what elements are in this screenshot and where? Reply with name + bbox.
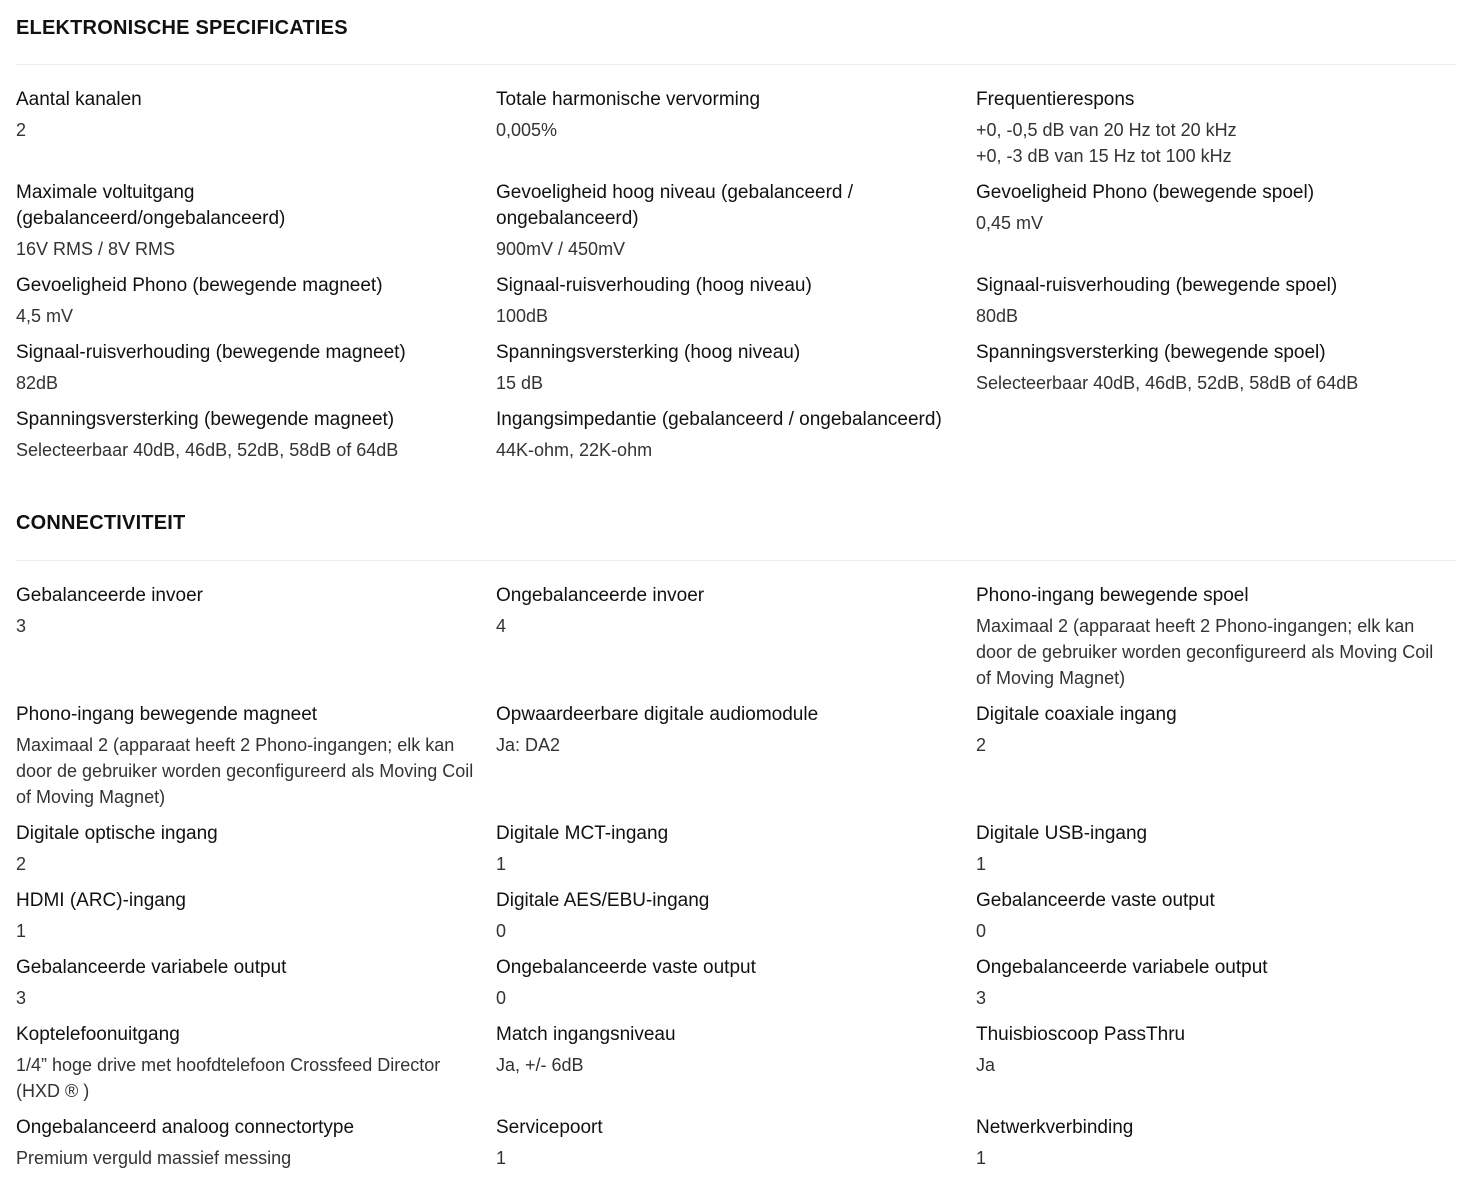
spec-value: 1/4” hoge drive met hoofdtelefoon Crossfeed Director (HXD ® ) [16, 1055, 441, 1101]
spec-value: 44K-ohm, 22K-ohm [496, 440, 653, 460]
spec-label: Servicepoort [496, 1117, 603, 1138]
spec-value: 1 [976, 1148, 987, 1168]
spec-cell [496, 340, 976, 407]
spec-label: Totale harmonische vervorming [496, 89, 761, 110]
spec-value: 0 [976, 921, 987, 941]
spec-cell-empty [976, 407, 1456, 474]
spec-label: Frequentierespons [976, 89, 1135, 110]
spec-cell [976, 180, 1456, 273]
spec-cell [976, 888, 1456, 955]
spec-cell [16, 1115, 496, 1182]
spec-label: Digitale coaxiale ingang [976, 704, 1177, 725]
spec-value: 100dB [496, 306, 549, 326]
spec-label: Digitale USB-ingang [976, 823, 1148, 844]
spec-value: 2 [16, 854, 27, 874]
spec-label: Gebalanceerde invoer [16, 585, 203, 606]
spec-value: Ja [976, 1055, 996, 1075]
electronic-section [16, 15, 1456, 41]
spec-label: Ongebalanceerde invoer [496, 585, 705, 606]
spec-cell [976, 583, 1456, 702]
spec-label: Spanningsversterking (bewegende spoel) [976, 342, 1326, 363]
spec-row [16, 955, 1456, 1022]
spec-label: Ongebalanceerde variabele output [976, 957, 1268, 978]
spec-cell [16, 583, 496, 702]
spec-label: Ingangsimpedantie (gebalanceerd / ongebalanceerd) [496, 409, 942, 430]
spec-value: Selecteerbaar 40dB, 46dB, 52dB, 58dB of 64dB [16, 440, 399, 460]
spec-value: +0, -0,5 dB van 20 Hz tot 20 kHz +0, -3 dB van 15 Hz tot 100 kHz [976, 120, 1237, 166]
spec-cell [496, 1115, 976, 1182]
spec-cell [16, 87, 496, 180]
spec-cell [976, 340, 1456, 407]
electronic-divider [16, 64, 1456, 65]
spec-cell [976, 955, 1456, 1022]
spec-cell [976, 1115, 1456, 1182]
spec-row [16, 702, 1456, 821]
spec-row [16, 180, 1456, 273]
spec-row [16, 821, 1456, 888]
spec-row [16, 87, 1456, 180]
spec-value: 3 [16, 616, 27, 636]
spec-label: Spanningsversterking (bewegende magneet) [16, 409, 395, 430]
section-title-connectivity: CONNECTIVITEIT [16, 512, 186, 534]
spec-value: Premium verguld massief messing [16, 1148, 292, 1168]
spec-value: Maximaal 2 (apparaat heeft 2 Phono-ingangen; elk kan door de gebruiker worden geconfigureerd als Moving Coil of Moving Magnet) [976, 616, 1434, 688]
spec-cell [976, 87, 1456, 180]
spec-label: Gebalanceerde variabele output [16, 957, 287, 978]
spec-label: Gebalanceerde vaste output [976, 890, 1215, 911]
spec-label: Digitale MCT-ingang [496, 823, 669, 844]
spec-value: 2 [16, 120, 27, 140]
spec-cell [16, 702, 496, 821]
spec-label: Koptelefoonuitgang [16, 1024, 180, 1045]
spec-label: Phono-ingang bewegende spoel [976, 585, 1249, 606]
spec-label: Opwaardeerbare digitale audiomodule [496, 704, 819, 725]
spec-value: 3 [16, 988, 27, 1008]
spec-cell [16, 955, 496, 1022]
spec-value: 0,005% [496, 120, 558, 140]
spec-value: 900mV / 450mV [496, 239, 626, 259]
connectivity-grid [16, 583, 1456, 1182]
spec-label: Gevoeligheid Phono (bewegende magneet) [16, 275, 383, 296]
spec-row [16, 888, 1456, 955]
electronic-grid [16, 87, 1456, 474]
spec-row [16, 340, 1456, 407]
spec-value: 3 [976, 988, 987, 1008]
spec-value: 16V RMS / 8V RMS [16, 239, 176, 259]
spec-cell [496, 702, 976, 821]
spec-cell [16, 340, 496, 407]
spec-cell [976, 702, 1456, 821]
spec-value: Ja, +/- 6dB [496, 1055, 584, 1075]
spec-value: 0,45 mV [976, 213, 1044, 233]
spec-label: Match ingangsniveau [496, 1024, 676, 1045]
spec-row [16, 1022, 1456, 1115]
spec-cell [496, 888, 976, 955]
spec-cell [496, 407, 976, 474]
spec-value: 80dB [976, 306, 1019, 326]
spec-value: 1 [16, 921, 27, 941]
spec-label: Netwerkverbinding [976, 1117, 1134, 1138]
connectivity-section [16, 510, 1456, 536]
spec-cell [976, 273, 1456, 340]
spec-cell [496, 583, 976, 702]
spec-value: 1 [496, 854, 507, 874]
spec-value: 1 [976, 854, 987, 874]
spec-row [16, 273, 1456, 340]
spec-label: Signaal-ruisverhouding (hoog niveau) [496, 275, 812, 296]
spec-cell [496, 180, 976, 273]
spec-row [16, 407, 1456, 474]
spec-cell [16, 407, 496, 474]
spec-cell [976, 821, 1456, 888]
spec-label: Gevoeligheid hoog niveau (gebalanceerd / ongebalanceerd) [496, 182, 854, 229]
spec-cell [496, 273, 976, 340]
spec-label: Phono-ingang bewegende magneet [16, 704, 318, 725]
spec-label: Ongebalanceerde vaste output [496, 957, 756, 978]
section-title-electronic: ELEKTRONISCHE SPECIFICATIES [16, 17, 348, 39]
spec-value: 82dB [16, 373, 59, 393]
spec-value: 1 [496, 1148, 507, 1168]
spec-label: Thuisbioscoop PassThru [976, 1024, 1186, 1045]
spec-value: Maximaal 2 (apparaat heeft 2 Phono-ingangen; elk kan door de gebruiker worden geconfigureerd als Moving Coil of Moving Magnet) [16, 735, 474, 807]
spec-value: 0 [496, 988, 507, 1008]
spec-cell [16, 1022, 496, 1115]
connectivity-divider [16, 560, 1456, 561]
spec-cell [496, 955, 976, 1022]
spec-value: 0 [496, 921, 507, 941]
spec-label: Aantal kanalen [16, 89, 142, 110]
spec-value: Ja: DA2 [496, 735, 561, 755]
spec-label: Spanningsversterking (hoog niveau) [496, 342, 801, 363]
spec-value: 4,5 mV [16, 306, 74, 326]
spec-label: Maximale voltuitgang (gebalanceerd/ongebalanceerd) [16, 182, 286, 229]
spec-label: Ongebalanceerd analoog connectortype [16, 1117, 355, 1138]
spec-value: 4 [496, 616, 507, 636]
spec-label: Digitale AES/EBU-ingang [496, 890, 710, 911]
spec-label: Signaal-ruisverhouding (bewegende magneet) [16, 342, 406, 363]
spec-row [16, 583, 1456, 702]
spec-cell [496, 87, 976, 180]
spec-cell [496, 821, 976, 888]
spec-label: Gevoeligheid Phono (bewegende spoel) [976, 182, 1315, 203]
spec-cell [976, 1022, 1456, 1115]
spec-label: HDMI (ARC)-ingang [16, 890, 186, 911]
spec-value: 15 dB [496, 373, 544, 393]
spec-cell [16, 180, 496, 273]
spec-label: Digitale optische ingang [16, 823, 218, 844]
spec-cell [16, 888, 496, 955]
spec-label: Signaal-ruisverhouding (bewegende spoel) [976, 275, 1338, 296]
spec-cell [496, 1022, 976, 1115]
spec-cell [16, 821, 496, 888]
spec-cell [16, 273, 496, 340]
spec-row [16, 1115, 1456, 1182]
spec-value: 2 [976, 735, 987, 755]
spec-value: Selecteerbaar 40dB, 46dB, 52dB, 58dB of 64dB [976, 373, 1359, 393]
